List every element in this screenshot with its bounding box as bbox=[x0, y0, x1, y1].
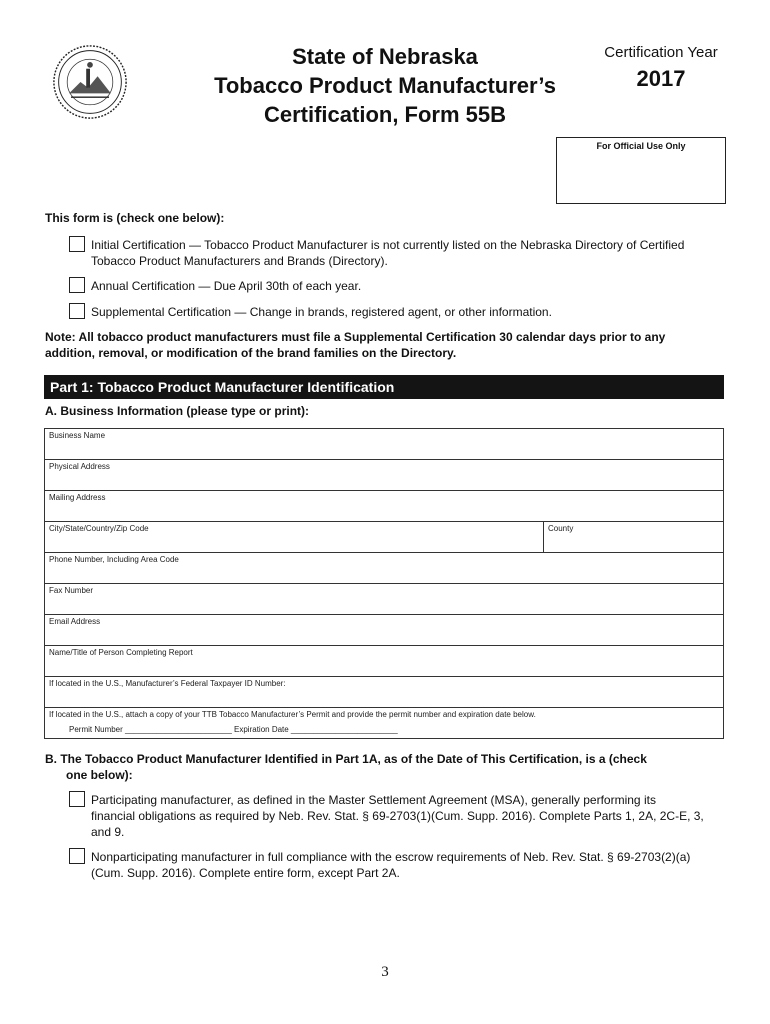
nonparticipating-manufacturer-label: Nonparticipating manufacturer in full compliance with the escrow requirements of Neb. Rev. Stat. § 69-2703(2)(a) (Cum. Supp. 2016). Complete entire form, except Part 2A. bbox=[91, 850, 691, 880]
federal-taxpayer-id-label: If located in the U.S., Manufacturer’s Federal Taxpayer ID Number: bbox=[49, 679, 286, 688]
phone-label: Phone Number, Including Area Code bbox=[49, 555, 179, 564]
certification-year-label: Certification Year bbox=[604, 44, 718, 61]
section-a-heading: A. Business Information (please type or print): bbox=[45, 404, 310, 418]
supplemental-certification-checkbox[interactable] bbox=[69, 303, 85, 319]
email-label: Email Address bbox=[49, 617, 101, 626]
county-field[interactable] bbox=[543, 522, 574, 552]
city-state-zip-field[interactable] bbox=[45, 522, 723, 553]
fax-field[interactable] bbox=[45, 584, 723, 615]
supplemental-certification-label: Supplemental Certification — Change in brands, registered agent, or other information. bbox=[91, 305, 552, 319]
section-b-heading: B. The Tobacco Product Manufacturer Identified in Part 1A, as of the Date of This Certification, is a (check one below): bbox=[45, 752, 647, 782]
certification-year: 2017 bbox=[636, 66, 686, 91]
annual-certification-checkbox[interactable] bbox=[69, 277, 85, 293]
participating-manufacturer-label: Participating manufacturer, as defined in the Master Settlement Agreement (MSA), generally performing its financial obligations as required by Neb. Rev. Stat. § 69-2703(1)(Cum. Supp. 2016). Complete Parts 1, 2A, 2C-E, 3, and 9. bbox=[91, 793, 704, 839]
official-use-label: For Official Use Only bbox=[596, 141, 686, 151]
business-name-field[interactable] bbox=[45, 429, 723, 460]
city-state-zip-label: City/State/Country/Zip Code bbox=[49, 524, 149, 533]
business-information-table bbox=[44, 428, 724, 739]
phone-field[interactable] bbox=[45, 553, 723, 584]
mailing-address-label: Mailing Address bbox=[49, 493, 106, 502]
initial-certification-label: Initial Certification — Tobacco Product Manufacturer is not currently listed on the Nebraska Directory of Certified Tobacco Product Manufacturers and Brands (Directory). bbox=[91, 238, 685, 268]
nonparticipating-manufacturer-checkbox[interactable] bbox=[69, 848, 85, 864]
name-title-field[interactable] bbox=[45, 646, 723, 677]
form-type-heading: This form is (check one below): bbox=[45, 211, 225, 225]
directory-note: Note: All tobacco product manufacturers must file a Supplemental Certification 30 calendar days prior to any addition, removal, or modification of the brand families on the Directory. bbox=[45, 330, 666, 360]
business-name-label: Business Name bbox=[49, 431, 106, 440]
part1-heading: Part 1: Tobacco Product Manufacturer Identification bbox=[44, 375, 724, 399]
ttb-permit-field[interactable] bbox=[45, 708, 723, 739]
federal-taxpayer-id-field[interactable] bbox=[45, 677, 723, 708]
participating-manufacturer-checkbox[interactable] bbox=[69, 791, 85, 807]
initial-certification-checkbox[interactable] bbox=[69, 236, 85, 252]
ttb-permit-label: If located in the U.S., attach a copy of your TTB Tobacco Manufacturer’s Permit and provide the permit number and expiration date below. bbox=[49, 710, 536, 719]
email-field[interactable] bbox=[45, 615, 723, 646]
name-title-label: Name/Title of Person Completing Report bbox=[49, 648, 193, 657]
annual-certification-label: Annual Certification — Due April 30th of each year. bbox=[91, 279, 362, 293]
nebraska-state-seal bbox=[52, 44, 128, 120]
county-label: County bbox=[548, 524, 574, 533]
physical-address-field[interactable] bbox=[45, 460, 723, 491]
permit-number-expiration-line: Permit Number ________________________ Expiration Date ________________________ bbox=[69, 725, 398, 734]
physical-address-label: Physical Address bbox=[49, 462, 110, 471]
mailing-address-field[interactable] bbox=[45, 491, 723, 522]
page-number: 3 bbox=[381, 964, 389, 980]
fax-label: Fax Number bbox=[49, 586, 94, 595]
official-use-box bbox=[556, 137, 726, 204]
form-title: State of Nebraska Tobacco Product Manufacturer’s Certification, Form 55B bbox=[214, 44, 556, 127]
